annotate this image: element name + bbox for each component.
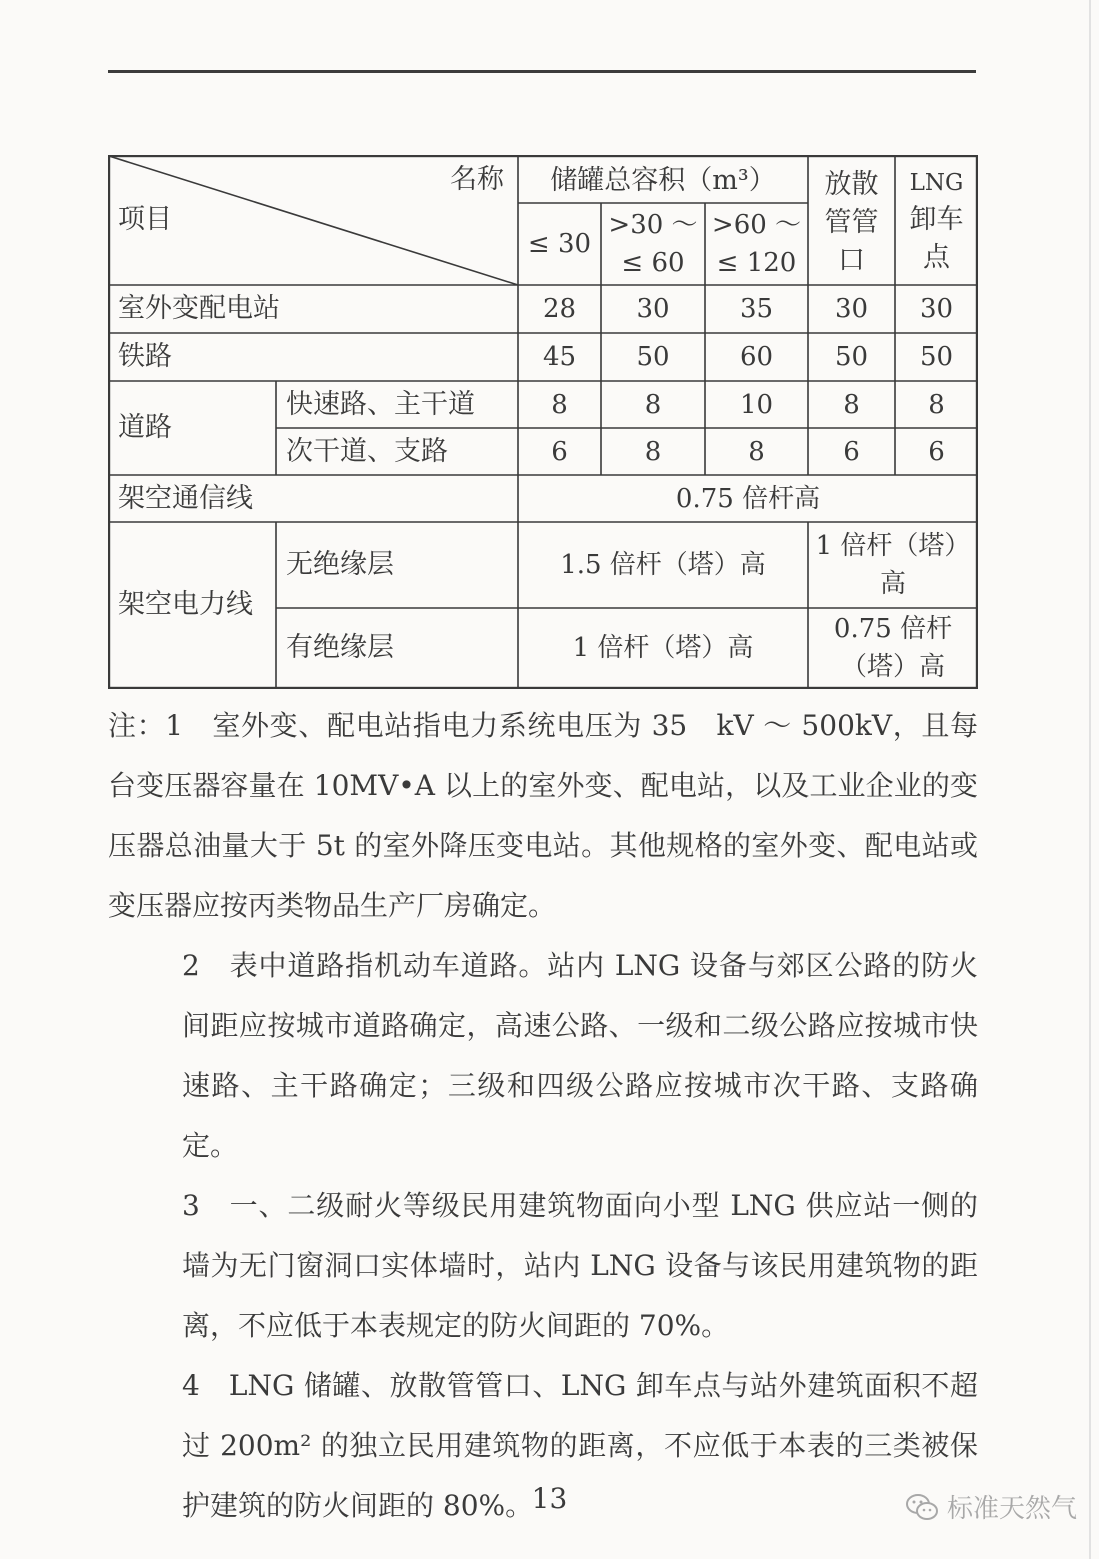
table-cell: 8 [551,389,568,420]
page-edge [1089,0,1091,1559]
power-other-value [808,522,978,608]
comm-value: 0.75 倍杆高 [675,483,821,514]
table-cell: 60 [739,342,774,372]
header-item: 项目 [118,204,172,235]
header-col1: ≤ 30 [527,229,592,259]
row-label: 铁路 [118,341,172,372]
table-cell: 8 [644,436,662,467]
distance-table [108,155,978,689]
header-unload [895,159,978,283]
header-col2-line2: ≤ 60 [621,248,685,278]
table-cell: 6 [843,436,860,467]
watermark [905,1488,1077,1525]
table-cell: 30 [834,294,869,324]
table-cell: 45 [542,342,577,372]
road-sub-label: 快速路、主干道 [286,388,475,420]
note-2: 2 表中道路指机动车道路。站内 LNG 设备与郊区公路的防火间距应按城市道路确定，高速公路、一级和二级公路应按城市快速路、主干路确定；三级和四级公路应按城市次干路、支路确定。 [182,949,978,1162]
table-cell: 50 [919,342,954,372]
table-notes [108,696,978,1536]
header-col2-line1: >30 ～ [608,210,698,240]
table-cell: 6 [551,436,568,467]
power-other-line2: 高 [879,569,906,599]
power-tank-value: 1.5 倍杆（塔）高 [560,550,766,580]
table-cell: 28 [542,294,577,324]
power-sub-label: 有绝缘层 [286,632,394,663]
table-cell: 8 [644,389,662,420]
power-other-line1: 1 倍杆（塔） [815,531,971,561]
table-cell: 50 [834,342,869,372]
table-cell: 30 [919,294,954,324]
header-col2 [601,203,705,285]
wechat-icon [905,1492,939,1522]
row-label: 室外变配电站 [118,293,280,324]
power-other-line1: 0.75 倍杆 [833,614,953,644]
power-label: 架空电力线 [118,589,253,620]
power-other-line2: （塔）高 [840,652,945,682]
road-label: 道路 [118,412,172,443]
table-cell: 8 [748,436,765,467]
header-tank-volume: 储罐总容积（m³） [550,165,776,196]
table-cell: 35 [739,294,774,324]
table-cell: 8 [928,389,945,420]
power-other-value [808,608,978,688]
page-number: 13 [531,1482,568,1515]
watermark-text: 标准天然气 [947,1494,1078,1524]
header-rule [108,70,976,73]
comm-label: 架空通信线 [118,482,253,514]
header-col3-line2: ≤ 120 [716,248,797,278]
header-unload-line2: 卸车点 [909,204,964,273]
header-col3-line1: >60 ～ [711,210,802,240]
header-unload-line1: LNG [909,170,964,196]
table-cell: 10 [739,389,774,420]
table-cell: 8 [843,389,860,420]
note-3: 3 一、二级耐火等级民用建筑物面向小型 LNG 供应站一侧的墙为无门窗洞口实体墙时，站内 LNG 设备与该民用建筑物的距离，不应低于本表规定的防火间距的 70%。 [182,1189,978,1342]
note-1: 注：1 室外变、配电站指电力系统电压为 35 kV ～ 500kV，且每台变压器容量在 10MV•A 以上的室外变、配电站，以及工业企业的变压器总油量大于 5t 的室外降压变电站。其他规格的室外变、配电站或变压器应按丙类物品生产厂房确定。 [108,709,978,922]
header-name: 名称 [450,164,504,195]
table-cell: 30 [636,294,670,324]
table-cell: 6 [928,436,945,467]
header-col3 [705,203,808,285]
power-tank-value: 1 倍杆（塔）高 [572,633,754,663]
power-sub-label: 无绝缘层 [286,549,394,580]
header-vent: 放散管管口 [824,169,879,276]
table-cell: 50 [636,342,670,372]
note-4: 4 LNG 储罐、放散管管口、LNG 卸车点与站外建筑面积不超过 200m² 的独立民用建筑物的距离，不应低于本表的三类被保护建筑的防火间距的 80%。 [182,1369,978,1522]
road-sub-label: 次干道、支路 [286,435,448,467]
